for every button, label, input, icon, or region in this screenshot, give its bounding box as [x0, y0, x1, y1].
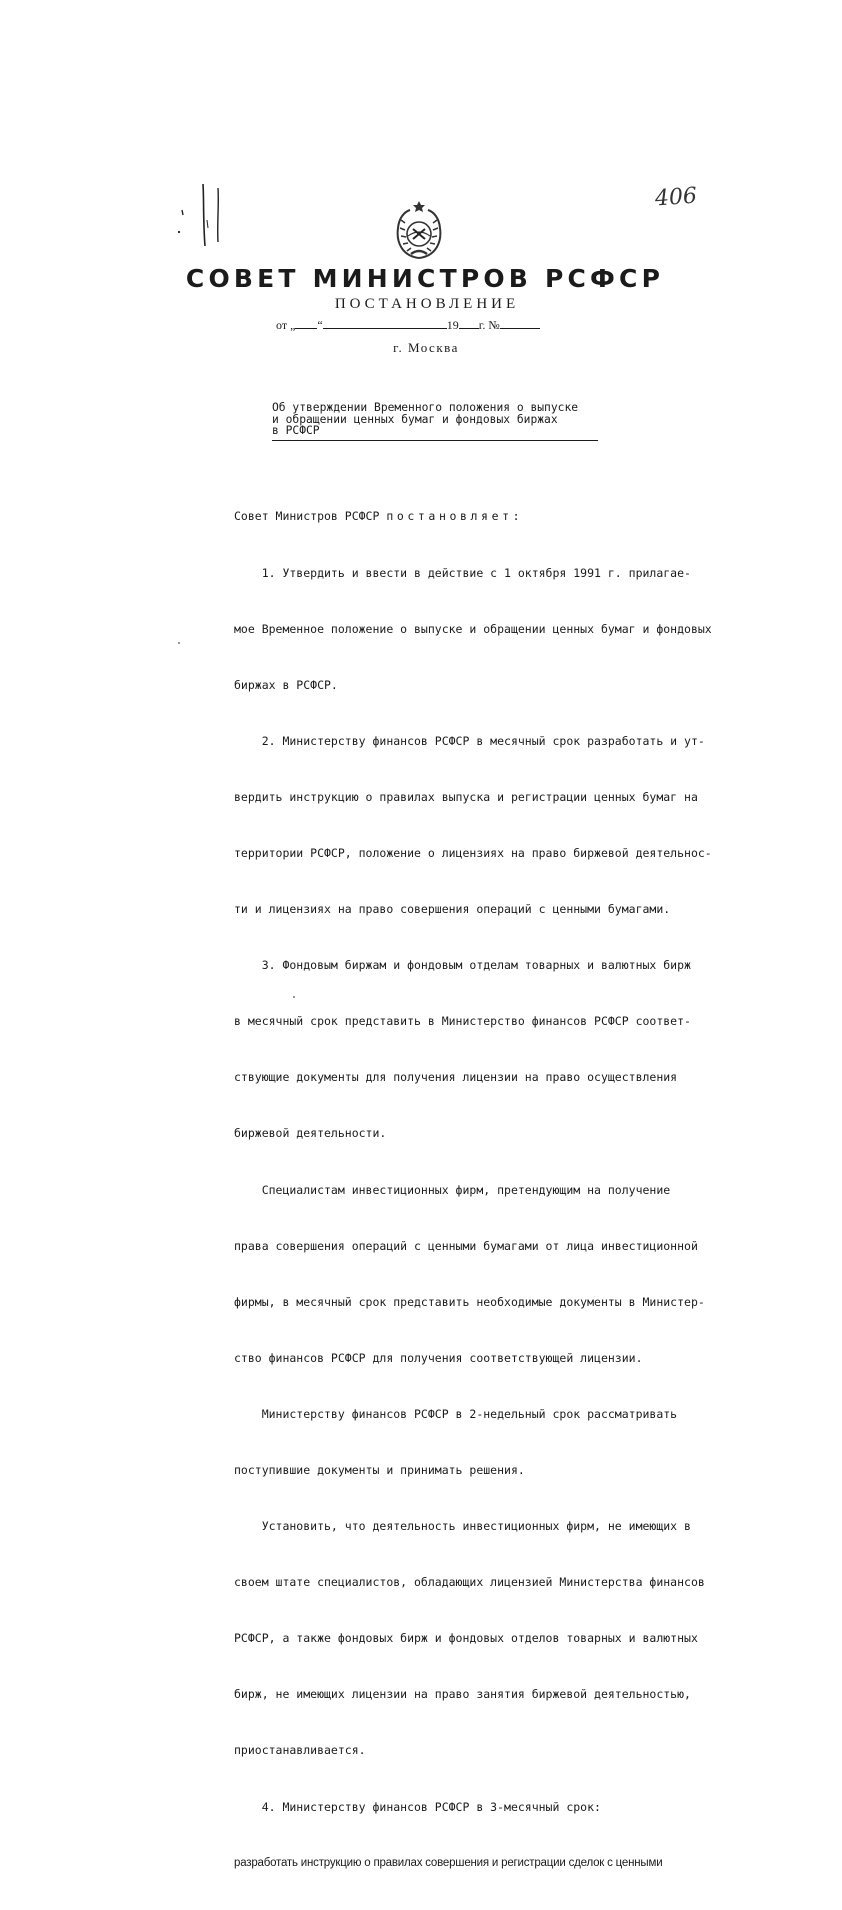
- date-number-line: [276, 318, 540, 333]
- year-blank: [459, 319, 479, 329]
- body-line: права совершения операций с ценными бумагами от лица инвестиционной: [234, 1238, 698, 1253]
- open-quote: „: [290, 318, 296, 332]
- number-blank: [500, 319, 540, 329]
- body-line: фирмы, в месячный срок представить необходимые документы в Министер-: [234, 1294, 705, 1309]
- handwritten-page-number: 406: [654, 183, 698, 212]
- body-line: приостанавливается.: [234, 1743, 366, 1758]
- year-prefix: 19: [446, 318, 459, 332]
- body-line: биржах в РСФСР.: [234, 677, 338, 692]
- rsfsr-emblem-icon: [394, 198, 444, 260]
- body-line: Специалистам инвестиционных фирм, претендующим на получение: [234, 1182, 671, 1197]
- document-type: ПОСТАНОВЛЕНИЕ: [334, 296, 520, 312]
- scan-speck: [178, 642, 180, 644]
- body-line: ти и лицензиях на право совершения операций с ценными бумагами.: [234, 902, 671, 917]
- subject-line: в РСФСР: [272, 424, 320, 437]
- body-line: Министерству финансов РСФСР в 2-недельный срок рассматривать: [234, 1406, 678, 1421]
- subject-underline: [272, 440, 598, 441]
- body-line: Установить, что деятельность инвестиционных фирм, не имеющих в: [234, 1519, 691, 1534]
- resolution-body: [234, 470, 714, 1910]
- body-line: в месячный срок представить в Министерство финансов РСФСР соответ-: [234, 1014, 691, 1029]
- subject-line: Об утверждении Временного положения о выпуске: [272, 401, 579, 414]
- subject-line: и обращении ценных бумаг и фондовых биржах: [272, 412, 558, 426]
- body-line: 3. Фондовым биржам и фондовым отделам товарных и валютных бирж: [234, 958, 691, 973]
- body-line: биржевой деятельности.: [234, 1126, 387, 1141]
- city: г. Москва: [393, 340, 459, 355]
- body-line: 4. Министерству финансов РСФСР в 3-месячный срок:: [234, 1799, 601, 1814]
- body-line: 1. Утвердить и ввести в действие с 1 октября 1991 г. прилагае-: [234, 565, 691, 580]
- body-line: РСФСР, а также фондовых бирж и фондовых отделов товарных и валютных: [234, 1631, 698, 1646]
- body-line: своем штате специалистов, обладающих лицензией Министерства финансов: [234, 1575, 705, 1590]
- number-sign: №: [488, 318, 500, 332]
- body-line-last: разработать инструкцию о правилах совершения и регистрации сделок с ценными: [234, 1856, 663, 1869]
- body-line: ствующие документы для получения лицензии на право осуществления: [234, 1070, 678, 1085]
- intro-line: [234, 507, 714, 526]
- intro-spaced: постановляет:: [386, 509, 524, 524]
- scan-speck: [293, 996, 295, 998]
- date-prefix: от: [276, 318, 288, 332]
- subject-heading: [272, 402, 602, 437]
- handwritten-marks: [170, 180, 230, 250]
- body-line: 2. Министерству финансов РСФСР в месячный срок разработать и ут-: [234, 733, 705, 748]
- day-blank: [295, 319, 317, 329]
- body-line: поступившие документы и принимать решения.: [234, 1463, 525, 1477]
- council-title: СОВЕТ МИНИСТРОВ РСФСР: [185, 264, 665, 293]
- body-line: ство финансов РСФСР для получения соответствующей лицензии.: [234, 1350, 643, 1365]
- body-line: вердить инструкцию о правилах выпуска и регистрации ценных бумаг на: [234, 789, 698, 804]
- month-blank: [323, 319, 447, 329]
- body-line: территории РСФСР, положение о лицензиях на право биржевой деятельнос-: [234, 845, 712, 860]
- close-quote: “: [317, 318, 323, 332]
- body-line: мое Временное положение о выпуске и обращении ценных бумаг и фондовых: [234, 621, 712, 636]
- year-suffix: г.: [478, 318, 486, 332]
- body-line: бирж, не имеющих лицензии на право занятия биржевой деятельностью,: [234, 1687, 691, 1702]
- intro-start: Совет Министров РСФСР: [234, 509, 387, 524]
